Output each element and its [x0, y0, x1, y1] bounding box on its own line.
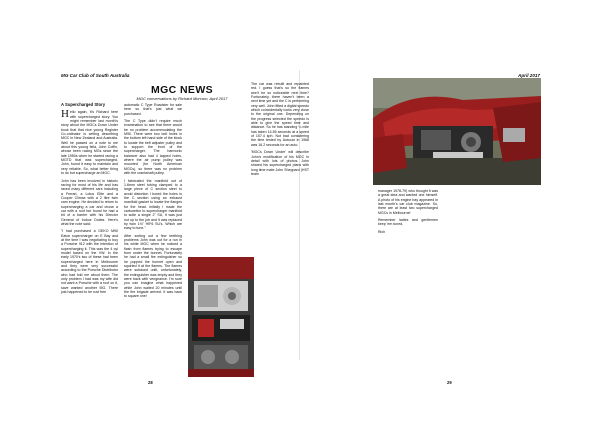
paragraph: "I had purchased a GEKO M90 Eaton supercharger on E Bay and at the time I was negotiating to buy a Porsche 912 with the intention of supercharging it. This was the 4 cyl model based on the VW. In the early 1970's two of these had been supercharged here in Melbourne and they were very successful according to the Porsche Distributor who had told me about them. The only problem I had was my wife did not want a Porsche with a roof on it, save wanted another MG. There just happened to be rust free [61, 229, 118, 295]
paragraph: The C Type didn't require much examination to see that there would be no problem accommodating the M90. There were two bolt holes in the bottom left hand side of the block to locate the belt adjuster pulley and to support the front of the supercharger. The harmonic balancer also had 4 tapped holes, where the air pump pulley was mounted (for North American MGCs), so there was no problem with the crankshaft pulley. [124, 119, 182, 176]
paragraph: Remember ladies and gentlemen keep 'em tuned, [378, 218, 438, 227]
paragraph [61, 110, 118, 175]
engine-bay-photo [373, 78, 541, 185]
text-column-3 [251, 82, 309, 179]
supercharger-engine-photo [188, 257, 254, 377]
text-column-1 [61, 103, 118, 297]
paragraph: 'MGCs Down Under' will describe John's modification of his MGC in detail with lots of photos. John shared his supercharged plans with long time mate John Sheppard (HST team [251, 150, 309, 176]
page-number-right: 29 [447, 380, 452, 385]
drop-cap: H [61, 108, 69, 121]
text-column-4 [378, 189, 438, 237]
paragraph-text: ello again, it's Richard here with supercharged story. You might remember last month's story about the MGCs Down Under book that that nice young Register Co-ordinator is writing describing MGC in New Zealand and Australia. Well he passed on a note to me about this young fella, John Coffin, whose been racing MGs since the late 1950s when he started racing a MGTD that was supercharged. John, found it easy to maintain and very reliable. So, what better thing to do but supercharge an MGC. [61, 110, 118, 176]
paragraph: manager 1978-79) who thought it was a great idea and wanted one himself. A photo of his engine bay appeared in last month's car club magazine. So, there are at least two supercharged MGCs in Melbourne! [378, 189, 438, 215]
paragraph: I fabricated the manifold out of 1.6mm steel tubing clamped to a large piece of C section steel to avoid distortion I bored the holes in the C section using an exhaust manifold gasket to locate the flanges for the head. Initially I made the carburettor to supercharger manifold to suite a single 2" SU, it was just not up to the job and it was replaced by twin 1¾" HIF6 SU's. Which are easy to tune." [124, 178, 182, 231]
paragraph: Rich [378, 229, 386, 234]
right-page [300, 0, 600, 424]
paragraph: The car was rebuilt and repainted red. I guess that's so the flames won't be so noticeable next time? Fortunately, there haven't been a next time yet and the C is performing very well. John fitted a digital speedo which coincidentally looks very close to the original one. Depending on the progress selected the speedo is able to give the speed time and distance. So he has standing ¼ mile has taken 14.55 seconds at a speed of 157.4 kph. Not bad considering the time tested by Autocar in 1968 was 16.2 seconds for an auto. [251, 82, 309, 147]
paragraph: automatic C Type Roadster for sale here so that's just what we purchased. [124, 103, 182, 116]
text-column-2 [124, 103, 182, 302]
article-title: MGC NEWS [150, 84, 214, 96]
article-subtitle: MGC conversations by Richard Morcom, April 2017 [136, 96, 228, 101]
paragraph: After sorting out a few teething problems John was out for a run in his white MGC when he noticed a flash from flames trying to escape from under the bonnet. Fortunately he had a small fire extinguisher so he popped the bonnet open and squirted it at the flames. The flames were subdued until, unfortunately, the extinguisher was empty and they were back with vengeance. I'm sure you can imagine what happened while John waited 20 minutes until the fire brigade arrived. It was back to square one! [124, 233, 182, 299]
running-header-right: April 2017 [518, 73, 540, 78]
section-heading: A Supercharged Story [61, 102, 106, 107]
paragraph: John has been involved in historic racing for most of his life and has raced many different cars including a Ferrari, a Lotus Elite and a Cooper Climax with a 2 litre twin cam engine. He decided to return to supercharging a car and chose a car with a roof but found he had a bit of a barrier with his Director General of Indoor Duties. Here's what the note said; [61, 178, 118, 226]
page-number-left: 28 [148, 380, 153, 385]
running-header-left: MG Car Club of South Australia [61, 73, 130, 78]
